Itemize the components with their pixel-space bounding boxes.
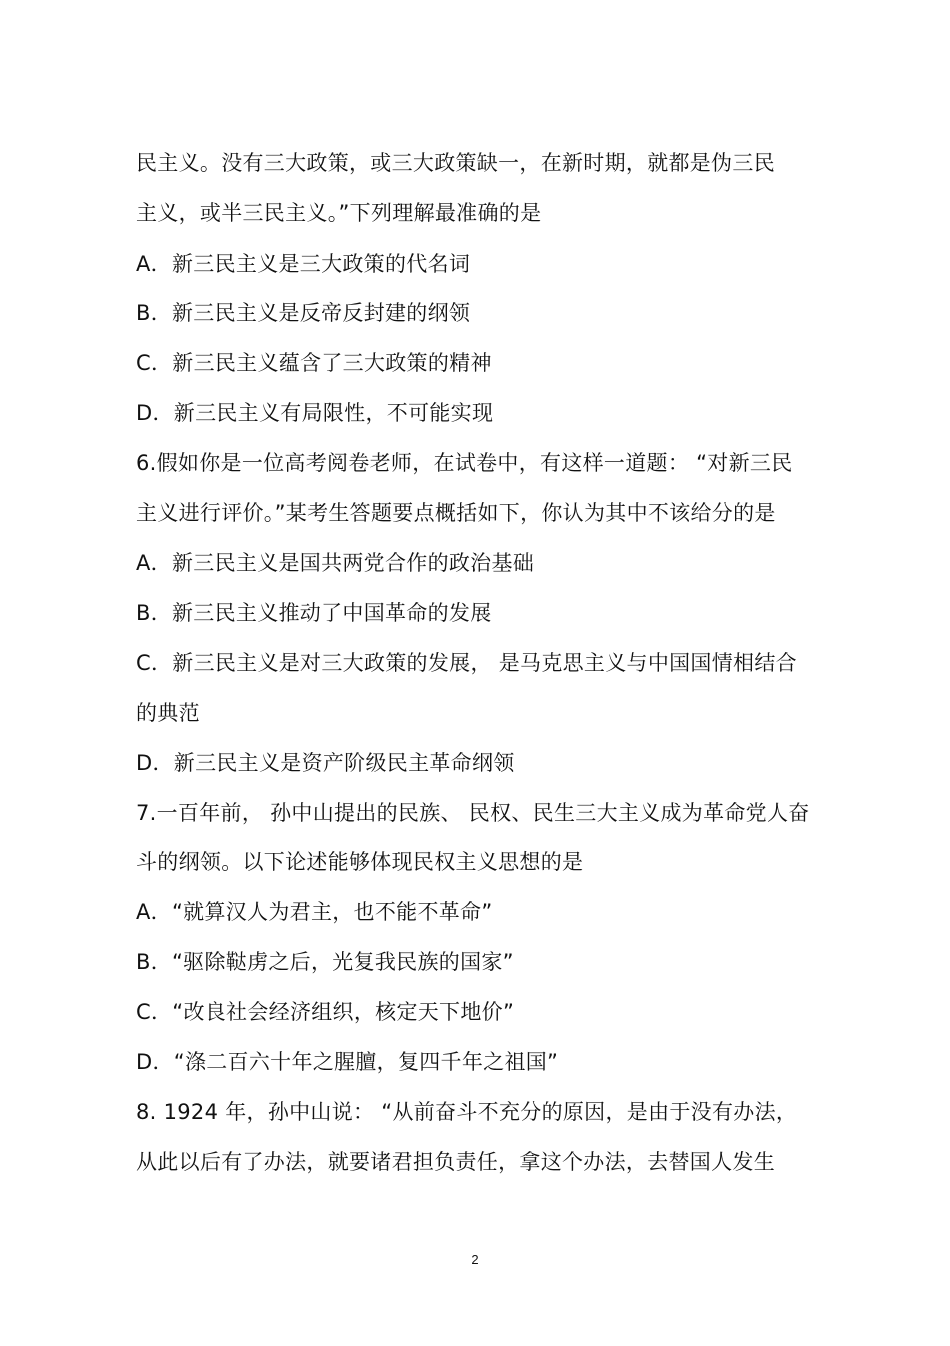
option-a: A．新三民主义是三大政策的代名词 <box>136 252 471 276</box>
text-line: 民主义。没有三大政策，或三大政策缺一，在新时期，就都是伪三民 <box>136 151 775 175</box>
text-line: 主义进行评价。”某考生答题要点概括如下，你认为其中不该给分的是 <box>136 501 776 525</box>
option-d: D．“涤二百六十年之腥膻，复四千年之祖国” <box>136 1050 559 1074</box>
text-line: 从此以后有了办法，就要诸君担负责任，拿这个办法，去替国人发生 <box>136 1150 775 1174</box>
option-d: D．新三民主义是资产阶级民主革命纲领 <box>136 751 515 775</box>
page-number: 2 <box>471 1252 479 1267</box>
option-c: C．新三民主义是对三大政策的发展， 是马克思主义与中国国情相结合 <box>136 651 797 675</box>
question-8: 8. 1924 年，孙中山说： “从前奋斗不充分的原因，是由于没有办法， <box>136 1100 798 1124</box>
option-c: C．新三民主义蕴含了三大政策的精神 <box>136 351 492 375</box>
text-line: 的典范 <box>136 701 200 725</box>
option-b: B．新三民主义是反帝反封建的纲领 <box>136 301 471 325</box>
option-b: B．“驱除鞑虏之后，光复我民族的国家” <box>136 950 514 974</box>
option-b: B．新三民主义推动了中国革命的发展 <box>136 601 492 625</box>
option-a: A．“就算汉人为君主，也不能不革命” <box>136 900 493 924</box>
option-a: A．新三民主义是国共两党合作的政治基础 <box>136 551 535 575</box>
option-d: D．新三民主义有局限性，不可能实现 <box>136 401 494 425</box>
option-c: C．“改良社会经济组织，核定天下地价” <box>136 1000 515 1024</box>
text-line: 斗的纲领。以下论述能够体现民权主义思想的是 <box>136 850 584 874</box>
text-line: 主义，或半三民主义。”下列理解最准确的是 <box>136 201 542 225</box>
question-7: 7.一百年前， 孙中山提出的民族、 民权、民生三大主义成为革命党人奋 <box>136 801 810 825</box>
question-6: 6.假如你是一位高考阅卷老师，在试卷中，有这样一道题： “对新三民 <box>136 451 793 475</box>
